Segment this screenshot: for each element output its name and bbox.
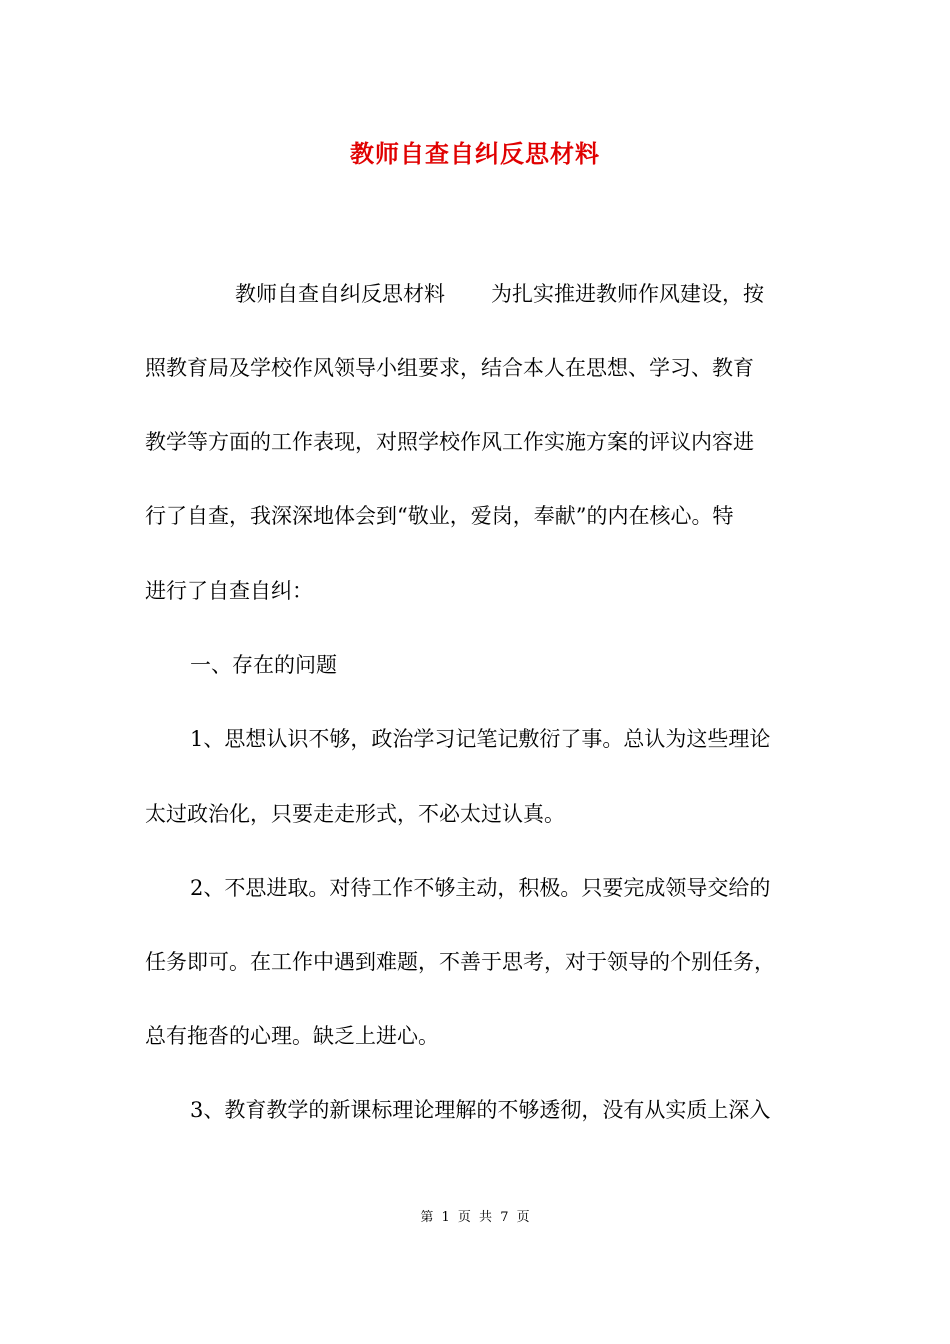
intro-text: 为扎实推进教师作风建设，按 bbox=[491, 282, 764, 306]
paragraph-line: 教学等方面的工作表现，对照学校作风工作实施方案的评议内容进 bbox=[145, 430, 754, 454]
section-heading: 一、存在的问题 bbox=[190, 653, 337, 677]
paragraph-line: 行了自查，我深深地体会到“敬业，爱岗，奉献”的内在核心。特 bbox=[145, 504, 734, 528]
paragraph-line: 1、思想认识不够，政治学习记笔记敷衍了事。总认为这些理论 bbox=[190, 727, 771, 751]
paragraph-line: 进行了自查自纠： bbox=[145, 579, 313, 603]
paragraph-line: 任务即可。在工作中遇到难题，不善于思考，对于领导的个别任务， bbox=[145, 950, 775, 974]
paragraph-line bbox=[235, 279, 915, 309]
paragraph-line: 太过政治化，只要走走形式，不必太过认真。 bbox=[145, 802, 565, 826]
paragraph-line: 2、不思进取。对待工作不够主动，积极。只要完成领导交给的 bbox=[190, 876, 771, 900]
paragraph-line: 总有拖沓的心理。缺乏上进心。 bbox=[145, 1024, 439, 1048]
paragraph-line: 3、教育教学的新课标理论理解的不够透彻，没有从实质上深入 bbox=[190, 1098, 771, 1122]
inline-title: 教师自查自纠反思材料 bbox=[235, 282, 445, 306]
document-title: 教师自查自纠反思材料 bbox=[350, 139, 600, 168]
paragraph-line: 照教育局及学校作风领导小组要求，结合本人在思想、学习、教育 bbox=[145, 356, 754, 380]
page-number: 第 1 页 共 7 页 bbox=[420, 1210, 530, 1225]
